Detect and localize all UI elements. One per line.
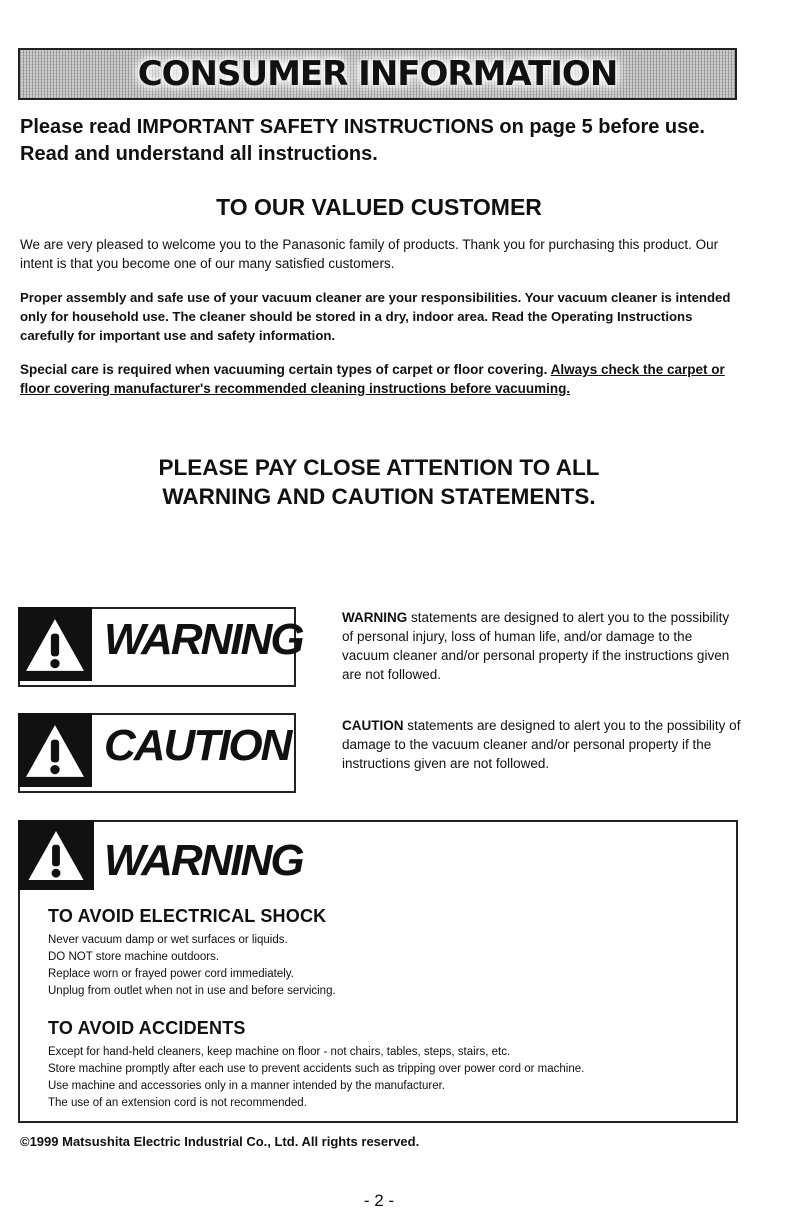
shock-list xyxy=(48,932,728,1000)
caution-desc-text: statements are designed to alert you to the possibility of damage to the vacuum cleaner and/or personal property if the instructions given are not followed. xyxy=(342,718,741,771)
warning-description xyxy=(342,608,742,684)
caution-description xyxy=(342,716,742,773)
attention-line-2: WARNING AND CAUTION STATEMENTS. xyxy=(162,484,596,509)
safety-notice: Please read IMPORTANT SAFETY INSTRUCTIONS on page 5 before use. Read and understand all instructions. xyxy=(20,116,705,165)
warning-triangle-icon xyxy=(26,828,86,883)
caution-desc-lead: CAUTION xyxy=(342,718,404,733)
warning-word: WARNING xyxy=(104,615,303,664)
welcome-paragraph: We are very pleased to welcome you to the Panasonic family of products. Thank you for purchasing this product. Our intent is that you become one of our many satisfied customers. xyxy=(20,237,719,271)
list-item: Unplug from outlet when not in use and before servicing. xyxy=(48,985,336,997)
carpet-care-text: Special care is required when vacuuming certain types of carpet or floor covering. xyxy=(20,362,551,377)
customer-heading: TO OUR VALUED CUSTOMER xyxy=(216,194,542,220)
warning-box-word: WARNING xyxy=(104,836,303,885)
list-item: DO NOT store machine outdoors. xyxy=(48,951,220,963)
warning-signal-label xyxy=(18,607,303,687)
carpet-care-underlined: Always check the carpet or floor covering manufacturer's recommended cleaning instructions before vacuuming. xyxy=(20,362,725,396)
warning-desc-text: statements are designed to alert you to the possibility of personal injury, loss of human life, and/or damage to the vacuum cleaner and/or personal property if the instructions given are not followed. xyxy=(342,610,730,682)
warning-triangle-icon xyxy=(24,616,86,674)
banner-title: CONSUMER INFORMATION xyxy=(137,54,618,94)
caution-icon-block xyxy=(18,713,92,787)
list-item: Store machine promptly after each use to prevent accidents such as tripping over power cord or machine. xyxy=(48,1063,585,1075)
warning-box xyxy=(18,820,738,1123)
list-item: Except for hand-held cleaners, keep machine on floor - not chairs, tables, steps, stairs, etc. xyxy=(48,1046,511,1058)
attention-heading xyxy=(0,453,758,511)
accident-list xyxy=(48,1044,728,1112)
list-item: Replace worn or frayed power cord immediately. xyxy=(48,968,294,980)
warning-desc-lead: WARNING xyxy=(342,610,408,625)
caution-signal-label xyxy=(18,713,296,793)
caution-word: CAUTION xyxy=(104,721,291,770)
warning-triangle-icon xyxy=(24,722,86,780)
carpet-care-paragraph xyxy=(20,360,740,398)
attention-line-1: PLEASE PAY CLOSE ATTENTION TO ALL xyxy=(158,455,600,480)
accident-heading: TO AVOID ACCIDENTS xyxy=(48,1018,246,1038)
warning-icon-block xyxy=(18,607,92,681)
section-banner xyxy=(18,48,737,100)
list-item: Use machine and accessories only in a manner intended by the manufacturer. xyxy=(48,1080,445,1092)
shock-heading: TO AVOID ELECTRICAL SHOCK xyxy=(48,906,327,926)
responsibility-paragraph: Proper assembly and safe use of your vacuum cleaner are your responsibilities. Your vacuum cleaner is intended only for household use. The cleaner should be stored in a dry, indoor area. Read the Operating Instructions carefully for important use and safety information. xyxy=(20,290,731,343)
warning-box-icon-block xyxy=(18,820,94,890)
list-item: The use of an extension cord is not recommended. xyxy=(48,1097,307,1109)
page-number: - 2 - xyxy=(363,1191,395,1210)
copyright-notice: ©1999 Matsushita Electric Industrial Co., Ltd. All rights reserved. xyxy=(20,1134,420,1149)
list-item: Never vacuum damp or wet surfaces or liquids. xyxy=(48,934,288,946)
